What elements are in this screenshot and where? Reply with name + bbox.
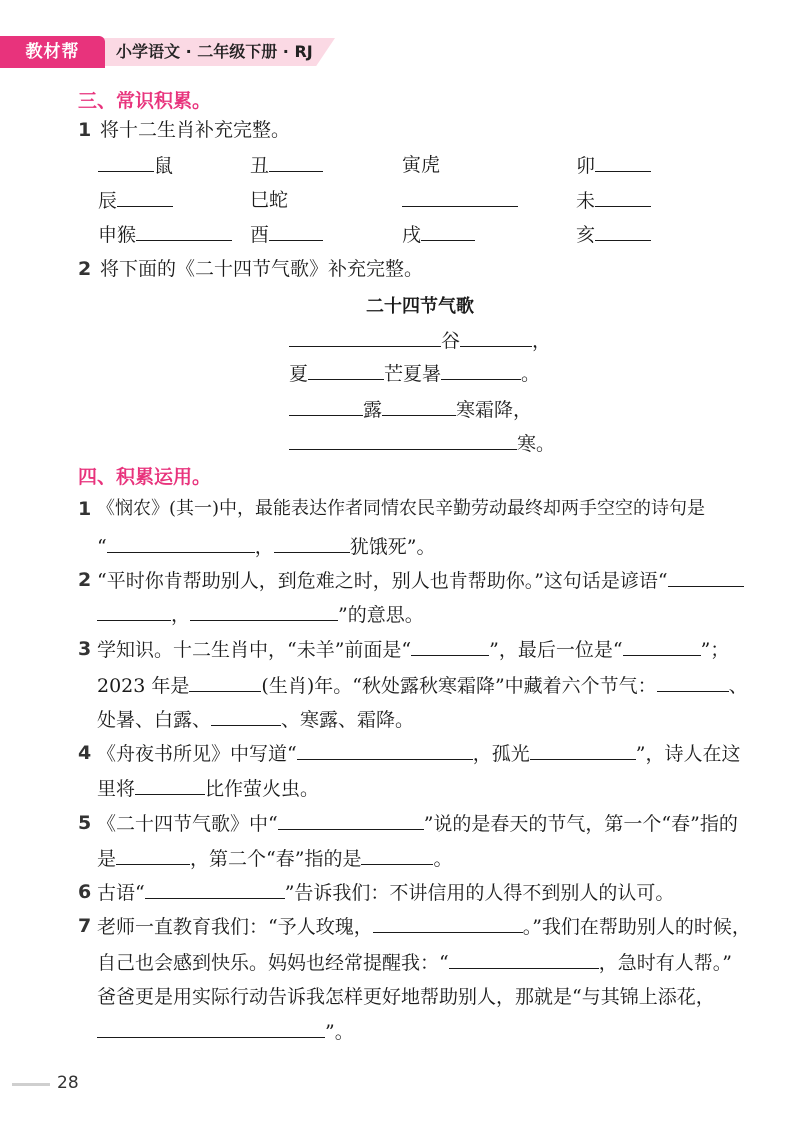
answer-blank[interactable] [595, 220, 651, 241]
poem-line: 谷 ， [289, 326, 551, 355]
answer-blank[interactable] [269, 220, 323, 241]
answer-blank[interactable] [361, 844, 433, 865]
q4-2-number: 2 [78, 569, 92, 591]
answer-blank[interactable] [117, 186, 173, 207]
answer-blank[interactable] [211, 705, 281, 726]
zodiac-cell: 卯 [576, 151, 651, 180]
answer-blank[interactable] [145, 878, 285, 899]
q3-2-number: 2 [78, 258, 92, 280]
q4-3-line1: 学知识。十二生肖中，“未羊”前面是“ ”，最后一位是“ ”； [97, 635, 729, 664]
page-header [0, 36, 340, 68]
q4-4-line2: 里将 比作萤火虫。 [97, 774, 319, 803]
zodiac-cell: 寅虎 [402, 154, 441, 176]
answer-blank[interactable] [107, 532, 255, 553]
zodiac-cell: 丑 [250, 151, 323, 180]
q4-1-line2: “ ， 犹饿死”。 [97, 532, 435, 561]
answer-blank[interactable] [269, 151, 323, 172]
answer-blank[interactable] [98, 151, 154, 172]
answer-blank[interactable] [402, 186, 518, 207]
zodiac-cell: 戌 [402, 220, 475, 249]
q4-6-line1: 古语“ ”告诉我们：不讲信用的人得不到别人的认可。 [97, 878, 674, 907]
answer-blank[interactable] [668, 566, 744, 587]
zodiac-cell: 酉 [250, 220, 323, 249]
answer-blank[interactable] [449, 948, 599, 969]
q3-1-text: 将十二生肖补充完整。 [100, 119, 291, 141]
q4-3-number: 3 [78, 638, 92, 660]
q4-7-number: 7 [78, 915, 92, 937]
q4-4-number: 4 [78, 742, 92, 764]
q3-1-number: 1 [78, 119, 92, 141]
q4-5-line2: 是 ，第二个“春”指的是 。 [97, 844, 452, 873]
answer-blank[interactable] [190, 600, 338, 621]
answer-blank[interactable] [116, 844, 190, 865]
zodiac-cell [402, 186, 518, 215]
answer-blank[interactable] [460, 326, 532, 347]
answer-blank[interactable] [289, 326, 441, 347]
q4-3-line3: 处暑、白露、 、寒露、霜降。 [97, 705, 414, 734]
page-number: 28 [57, 1073, 79, 1093]
zodiac-cell: 未 [576, 186, 651, 215]
poem-line: 寒。 [289, 429, 555, 458]
footer-rule [12, 1083, 50, 1086]
answer-blank[interactable] [623, 635, 701, 656]
book-title: 小学语文 · 二年级下册 · RJ [116, 42, 313, 61]
answer-blank[interactable] [657, 671, 729, 692]
q4-7-line1: 老师一直教育我们：“予人玫瑰， 。”我们在帮助别人的时候， [97, 912, 751, 941]
answer-blank[interactable] [189, 671, 261, 692]
q4-1-line1: 《悯农》(其一)中，最能表达作者同情农民辛勤劳动最终却两手空空的诗句是 [97, 498, 706, 519]
answer-blank[interactable] [441, 359, 521, 380]
q4-7-line2: 自己也会感到快乐。妈妈也经常提醒我：“ ，急时有人帮。” [97, 948, 732, 977]
answer-blank[interactable] [373, 912, 523, 933]
section-3-title: 三、常识积累。 [78, 90, 212, 112]
zodiac-cell: 巳蛇 [250, 189, 289, 211]
answer-blank[interactable] [411, 635, 489, 656]
q4-4-line1: 《舟夜书所见》中写道“ ，孤光 ”，诗人在这 [97, 739, 740, 768]
zodiac-cell: 辰 [98, 186, 173, 215]
zodiac-cell: 申猴 [98, 220, 232, 249]
q4-5-line1: 《二十四节气歌》中“ ”说的是春天的节气，第一个“春”指的 [97, 809, 738, 838]
q4-2-line2: ， ”的意思。 [97, 600, 424, 629]
answer-blank[interactable] [97, 600, 171, 621]
answer-blank[interactable] [595, 151, 651, 172]
answer-blank[interactable] [274, 532, 350, 553]
q4-2-line1: “平时你肯帮助别人，到危难之时，别人也肯帮助你。”这句话是谚语“ [97, 566, 744, 595]
answer-blank[interactable] [135, 774, 205, 795]
answer-blank[interactable] [136, 220, 232, 241]
q4-1-number: 1 [78, 498, 92, 520]
header-tag: 教材帮 [0, 36, 105, 68]
poem-line: 露 寒霜降， [289, 395, 532, 424]
poem-line: 夏 芒夏暑 。 [289, 359, 540, 388]
answer-blank[interactable] [382, 395, 456, 416]
zodiac-cell: 亥 [576, 220, 651, 249]
answer-blank[interactable] [289, 429, 517, 450]
q4-5-number: 5 [78, 812, 92, 834]
answer-blank[interactable] [297, 739, 473, 760]
q3-2-text: 将下面的《二十四节气歌》补充完整。 [100, 258, 424, 280]
answer-blank[interactable] [421, 220, 475, 241]
answer-blank[interactable] [308, 359, 384, 380]
q4-7-line4: ”。 [97, 1017, 354, 1046]
q4-3-line2: 2023 年是 (生肖)年。“秋处露秋寒霜降”中藏着六个节气： 、 [97, 671, 748, 700]
section-4-title: 四、积累运用。 [78, 466, 212, 488]
answer-blank[interactable] [530, 739, 636, 760]
answer-blank[interactable] [595, 186, 651, 207]
poem-title: 二十四节气歌 [366, 296, 474, 317]
zodiac-cell: 鼠 [98, 151, 173, 180]
answer-blank[interactable] [289, 395, 363, 416]
answer-blank[interactable] [278, 809, 424, 830]
q4-7-line3: 爸爸更是用实际行动告诉我怎样更好地帮助别人，那就是“与其锦上添花， [97, 986, 715, 1008]
q4-6-number: 6 [78, 881, 92, 903]
answer-blank[interactable] [97, 1017, 325, 1038]
